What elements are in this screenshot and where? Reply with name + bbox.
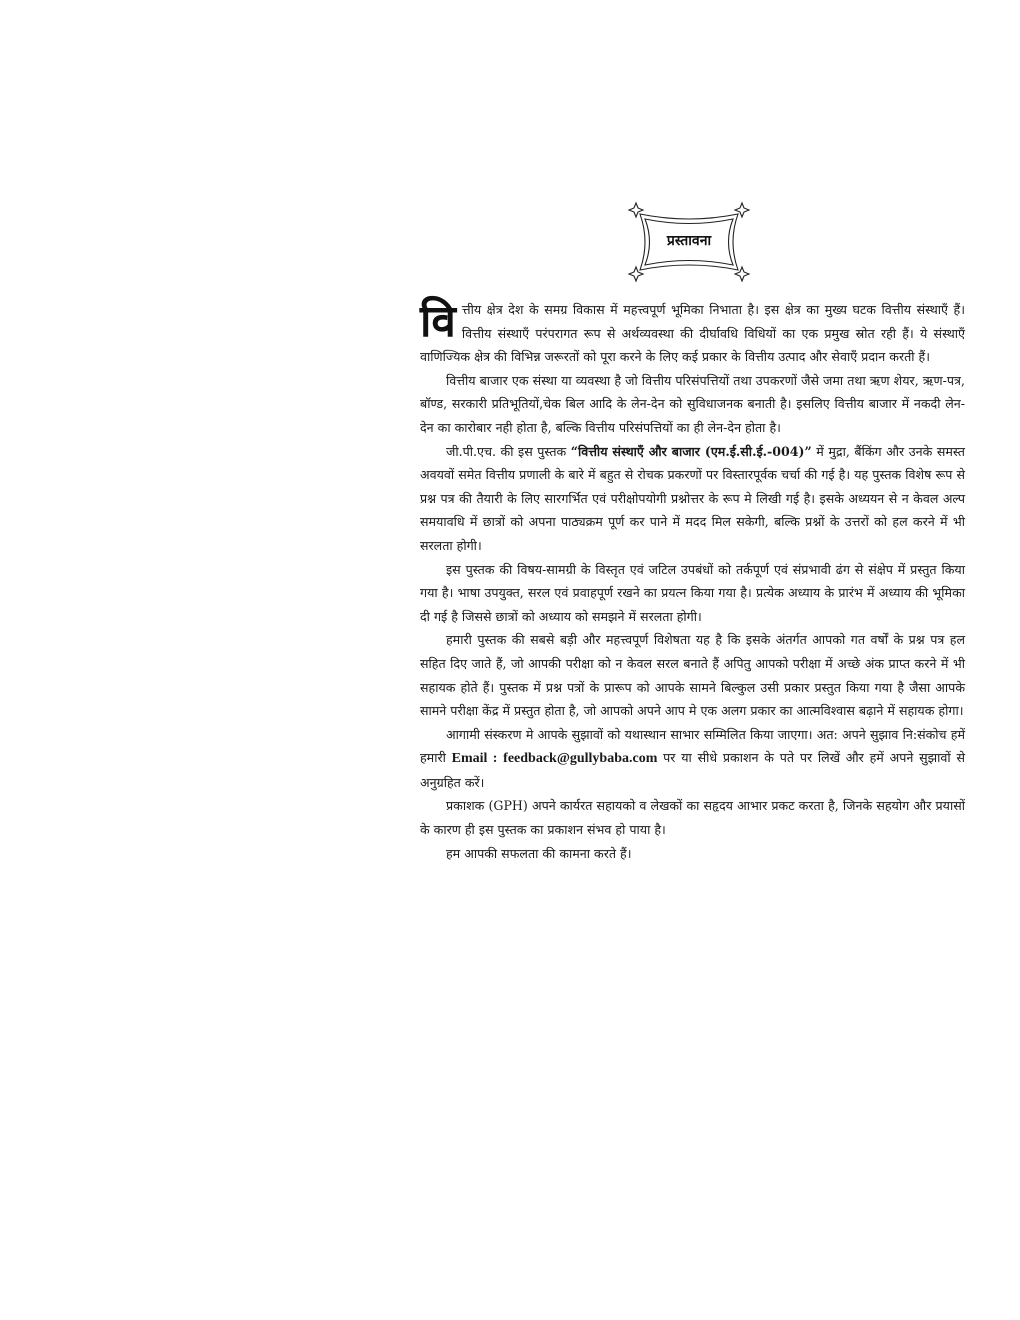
paragraph-1: [420, 298, 965, 369]
paragraph-8: हम आपकी सफलता की कामना करते हैं।: [446, 845, 632, 861]
paragraph-3-after: में मुद्रा, बैंकिंग और उनके समस्त अवयवों समेत वित्तीय प्रणाली के बारे में बहुत से रोचक प्रकरणों पर विस्तारपूर्वक चर्चा की गई है। यह पुस्तक विशेष रूप से प्रश्न पत्र की तैयारी के लिए सारगर्भित एवं परीक्षोपयोगी प्रश्नोत्तर के रूप मे लिखी गई है। इसके अध्ययन से न केवल अल्प समयावधि में छात्रों को अपना पाठ्यक्रम पूर्ण कर पाने में मदद मिल सकेगी, बल्कि प्रश्नों के उत्तरों को हल करने में भी सरलता होगी।: [420, 443, 965, 553]
paragraph-7: प्रकाशक (GPH) अपने कार्यरत सहायको व लेखकों का सहृदय आभार प्रकट करता है, जिनके सहयोग और प्रयासों के कारण ही इस पुस्तक का प्रकाशन संभव हो पाया है।: [420, 798, 965, 838]
title-frame: [626, 200, 752, 284]
email-label: Email :: [451, 751, 498, 767]
paragraph-2: वित्तीय बाजार एक संस्था या व्यवस्था है जो वित्तीय परिसंपत्तियों तथा उपकरणों जैसे जमा तथा ऋण शेयर, ऋण-पत्र, बॉण्ड, सरकारी प्रतिभूतियों,चेक बिल आदि के लेन-देन को सुविधाजनक बनाती है। इसलिए वित्तीय बाजार में नकदी लेन-देन का कारोबार नही होता है, बल्कि वित्तीय परिसंपत्तियों का ही लेन-देन होता है।: [420, 372, 965, 435]
feedback-email: feedback@gullybaba.com: [503, 751, 658, 767]
paragraph-6-before: आगामी संस्करण मे आपके सुझावों को यथास्थान साभार सम्मिलित किया जाएगा। अत: अपने सुझाव नि:संकोच हमें हमारी: [420, 726, 965, 766]
paragraph-3: [420, 440, 965, 558]
preface-body: [420, 298, 965, 865]
paragraph-1-text: त्तीय क्षेत्र देश के समग्र विकास में महत्त्वपूर्ण भूमिका निभाता है। इस क्षेत्र का मुख्य घटक वित्तीय संस्थाएँ हैं। वित्तीय संस्थाएँ परंपरागत रूप से अर्थव्यवस्था की दीर्घावधि विधियों का एक प्रमुख स्रोत रही हैं। ये संस्थाएँ वाणिज्यिक क्षेत्र की विभिन्न जरूरतों को पूरा करने के लिए कई प्रकार के वित्तीय उत्पाद और सेवाएँ प्रदान करती हैं।: [420, 302, 965, 365]
paragraph-4: इस पुस्तक की विषय-सामग्री के विस्तृत एवं जटिल उपबंधों को तर्कपूर्ण एवं संप्रभावी ढंग से संक्षेप में प्रस्तुत किया गया है। भाषा उपयुक्त, सरल एवं प्रवाहपूर्ण रखने का प्रयत्न किया गया है। प्रत्येक अध्याय के प्रारंभ में अध्याय की भूमिका दी गई है जिससे छात्रों को अध्याय को समझने में सरलता होगी।: [420, 561, 965, 624]
book-title: “वित्तीय संस्थाएँ और बाजार (एम.ई.सी.ई.-004)”: [570, 443, 812, 459]
paragraph-3-before: जी.पी.एच. की इस पुस्तक: [446, 443, 571, 459]
paragraph-6: [420, 723, 965, 795]
drop-cap: वि: [420, 296, 456, 347]
page-title: प्रस्तावना: [666, 233, 712, 249]
paragraph-6-after: पर या सीधे प्रकाशन के पते पर लिखें और हमें अपने सुझावों से अनुग्रहित करें।: [420, 750, 965, 790]
paragraph-5: हमारी पुस्तक की सबसे बड़ी और महत्त्वपूर्ण विशेषता यह है कि इसके अंतर्गत आपको गत वर्षों के प्रश्न पत्र हल सहित दिए जाते हैं, जो आपकी परीक्षा को न केवल सरल बनाते हैं अपितु आपको परीक्षा में अच्छे अंक प्राप्त करने में भी सहायक होते हैं। पुस्तक में प्रश्न पत्रों के प्रारूप को आपके सामने बिल्कुल उसी प्रकार प्रस्तुत किया गया है जैसा आपके सामने परीक्षा केंद्र में प्रस्तुत होता है, जो आपको अपने आप मे एक अलग प्रकार का आत्मविश्वास बढ़ाने में सहायक होगा।: [420, 632, 965, 719]
